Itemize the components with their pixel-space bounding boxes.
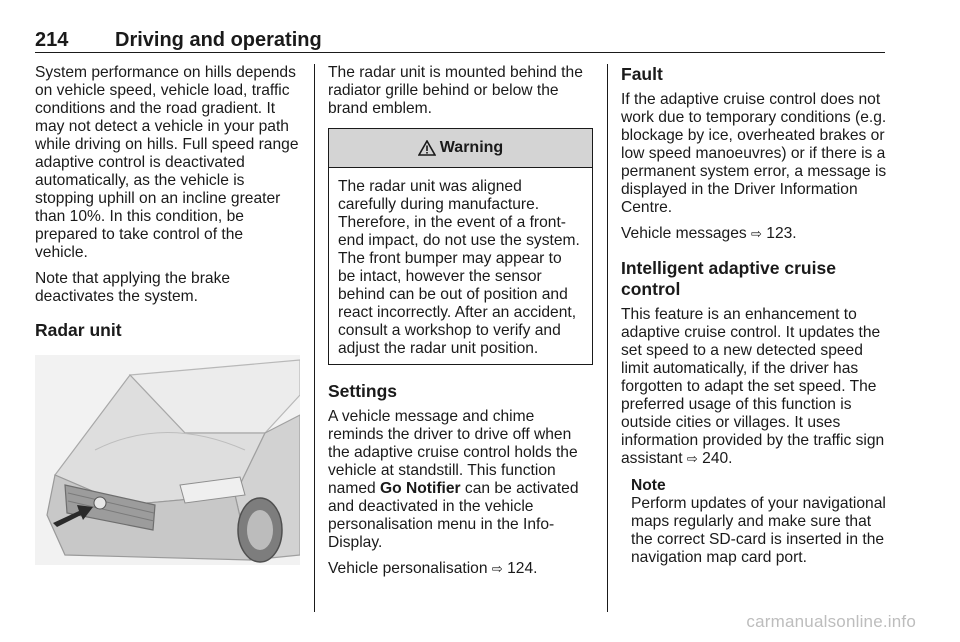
- page-number: 214: [35, 29, 69, 51]
- warning-text: The radar unit was aligned carefully during manufacture. Therefore, in the event of a front-end impact, do not use the system. The front bumper may appear to be intact, however the sensor behind can be out of position and react incorrectly. After an accident, consult a workshop to verify and adjust the radar unit position.: [338, 178, 580, 357]
- note-text: Perform updates of your navigational maps regularly and make sure that the correct SD-card is inserted in the navigation map card port.: [631, 495, 886, 566]
- column-left: [35, 64, 300, 565]
- radar-unit-heading: Radar unit: [35, 320, 122, 340]
- settings-text-start: A vehicle message and chime reminds the driver to drive off when the adaptive cruise control holds the vehicle at standstill. This function named: [328, 408, 578, 497]
- note-title: Note: [631, 477, 666, 494]
- page-header: [35, 26, 885, 53]
- reference-page: 123.: [766, 225, 797, 242]
- note-block: [631, 477, 889, 567]
- page-reference-arrow-icon: ⇨: [491, 562, 503, 577]
- settings-text-end: can be activated and deactivated in the vehicle personalisation menu in the Info-Display.: [328, 480, 579, 551]
- brake-note-paragraph: Note that applying the brake deactivates the system.: [35, 270, 231, 305]
- reference-page: 240.: [702, 450, 733, 467]
- personalisation-reference: [328, 560, 593, 579]
- warning-triangle-icon: [418, 140, 436, 156]
- settings-heading: Settings: [328, 381, 398, 401]
- reference-label: Vehicle messages: [621, 225, 747, 242]
- page-reference-arrow-icon: ⇨: [751, 227, 762, 242]
- page-reference-arrow-icon: ⇨: [686, 452, 698, 467]
- hill-performance-paragraph: System performance on hills depends on vehicle speed, vehicle load, traffic conditions and the road gradient. It may not detect a vehicle in your path while driving on hills. Full speed range adaptive control is deactivated automatically, as the vehicle is stopping uphill on an incline greater than 10%. In this condition, be prepared to take control of the vehicle.: [35, 64, 299, 261]
- section-title: Driving and operating: [115, 29, 322, 51]
- column-right: [621, 64, 889, 567]
- settings-paragraph: [328, 408, 593, 552]
- reference-label: Vehicle personalisation: [328, 560, 488, 577]
- warning-body: [329, 168, 592, 364]
- radar-unit-illustration: [35, 355, 300, 565]
- intelligent-acc-paragraph: [621, 306, 889, 469]
- watermark: carmanualsonline.info: [746, 612, 916, 631]
- vehicle-messages-reference: [621, 225, 889, 244]
- go-notifier-term: Go Notifier: [380, 480, 461, 497]
- reference-page: 124.: [507, 560, 538, 577]
- column-divider: [607, 64, 608, 612]
- warning-box: [328, 128, 593, 365]
- fault-paragraph: If the adaptive cruise control does not work due to temporary conditions (e.g. blockage by ice, overheated brakes or low speed manoeuvres) or if there is a permanent system error, a message is displayed in the Driver Information Centre.: [621, 91, 887, 216]
- warning-header: [329, 129, 592, 168]
- warning-title: Warning: [439, 139, 504, 156]
- intelligent-acc-heading: Intelligent adaptive cruise control: [621, 258, 836, 299]
- column-divider: [314, 64, 315, 612]
- intelligent-acc-text: This feature is an enhancement to adaptive cruise control. It updates the set speed to a new detected speed limit automatically, if the driver has forgotten to adapt the set speed. The preferred usage of this function is outside cities or villages. It uses information provided by the traffic sign assistant: [621, 306, 885, 467]
- column-middle: [328, 64, 593, 587]
- fault-heading: Fault: [621, 64, 663, 84]
- radar-mounting-paragraph: The radar unit is mounted behind the radiator grille behind or below the brand emblem.: [328, 64, 583, 117]
